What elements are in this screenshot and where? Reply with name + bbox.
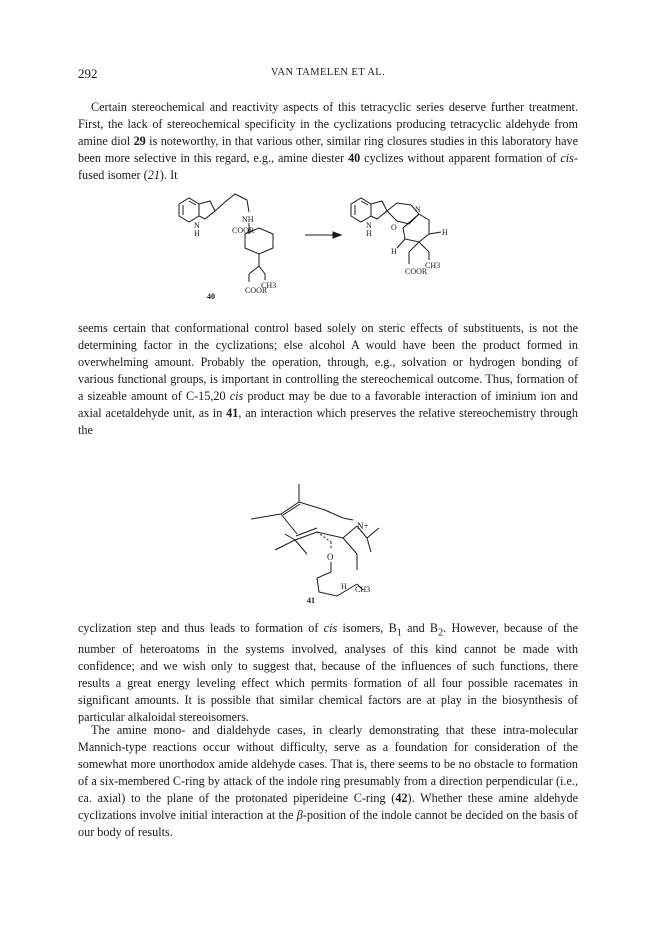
italic-cis: cis: [323, 621, 338, 635]
running-head: VAN TAMELEN ET AL.: [270, 67, 386, 78]
label-h-right: H: [442, 228, 448, 237]
label-o: O: [327, 552, 334, 562]
benzene-ring-right: [351, 198, 371, 222]
label-ch3: CH3: [355, 585, 371, 594]
italic-beta: β: [296, 808, 303, 822]
label-ch3-left: CH3: [261, 281, 277, 290]
label-n-ring-right: N: [415, 205, 421, 214]
paragraph-3-text-c: and B: [401, 621, 439, 635]
subscript-1: 1: [396, 627, 402, 639]
paragraph-1-text-c: cyclizes without apparent formation of: [360, 151, 561, 165]
label-h-indole-right: H: [366, 229, 372, 238]
paragraph-3-text-b: isomers, B: [337, 621, 397, 635]
paragraph-4-text-c: -position of the indole cannot be decided on the basis of our body of results.: [78, 808, 578, 839]
compound-ref-41: 41: [226, 406, 239, 420]
paragraph-3-text-a: cyclization step and thus leads to formation of: [78, 621, 324, 635]
reaction-arrow-head: [333, 232, 341, 238]
label-coor-bottom-left: COOR: [245, 286, 268, 295]
figure-compound-41: [245, 480, 405, 605]
paragraph-3: [78, 620, 578, 726]
page-number: 292: [78, 66, 98, 81]
paragraph-1-text-b: is noteworthy, in that various other, similar ring closures studies in this laboratory have been more selective in this regard, e.g., amine diester: [78, 134, 579, 165]
compound-label-40: 40: [207, 292, 215, 301]
paragraph-1: [78, 99, 578, 184]
label-h: H: [341, 582, 347, 591]
paragraph-1-text-e: ). It: [159, 168, 178, 182]
label-h-left: H: [391, 247, 397, 256]
compound-ref-42: 42: [395, 791, 408, 805]
label-coor-right: COOR: [405, 267, 428, 276]
label-coor-top: COOR: [232, 226, 255, 235]
pyrrole-ring-right: [371, 201, 387, 219]
label-n-indole-right: N: [366, 221, 372, 230]
label-ch3-right: CH3: [425, 261, 441, 270]
citation-21: 21: [147, 168, 160, 182]
compound-label-41: 41: [307, 596, 315, 605]
paragraph-1-text-a: Certain stereochemical and reactivity aspects of this tetracyclic series deserve further treatment. First, the lack of stereochemical specificity in the cyclizations producing tetracyclic aldehyde from amine diol: [78, 100, 578, 148]
compound-ref-29: 29: [133, 134, 146, 148]
compound-ref-40: 40: [348, 151, 361, 165]
ring-d-right: [403, 214, 429, 242]
paragraph-2-text-c: , an interaction which preserves the relative stereochemistry through the: [78, 406, 578, 437]
label-o-right: O: [391, 223, 397, 232]
pyrrole-ring-left: [199, 201, 215, 219]
paragraph-4-text-a: The amine mono- and dialdehyde cases, in clearly demonstrating that these intra-molecular Mannich-type reactions occur without difficulty, serve as a foundation for consideration of the somewhat more unorthodox amide aldehyde cases. That is, there seems to be no obstacle to formation of a six-membered C-ring by attack of the indole ring presumably from a direction perpendicular (i.e., ca. axial) to the plane of the protonated piperideine C-ring (: [78, 723, 578, 805]
label-nh: NH: [242, 215, 254, 224]
italic-cis: cis: [229, 389, 244, 403]
benzene-ring-left: [179, 198, 199, 222]
paragraph-2-text-a: seems certain that conformational control based solely on steric effects of substituents, is not the determining factor in the cyclizations; else alcohol A would have been the product formed in overwhelming amount. Probably the operation, through, e.g., solvation or hydrogen bonding of various functional groups, is important in controlling the stereochemical outcome. Thus, formation of a sizeable amount of C-15,20: [78, 321, 578, 403]
paragraph-2: [78, 320, 578, 439]
figure-compound-40-reaction: [165, 190, 485, 300]
paragraph-3-text-d: . However, because of the number of heteroatoms in the systems involved, analyses of this kind cannot be made with confidence; and we wish only to suggest that, because of the influences of such functions, there results a great energy leveling effect which permits formation of all four possible racemates in significant amounts. It is possible that similar chemical factors are at play in the biosynthesis of particular alkaloidal stereoisomers.: [78, 621, 578, 725]
label-h-indole-left: H: [194, 229, 200, 238]
page-header: [78, 66, 578, 84]
paragraph-2-text-b: product may be due to a favorable interaction of iminium ion and axial acetaldehyde unit, as in: [78, 389, 578, 420]
label-n-indole-left: N: [194, 221, 200, 230]
italic-cis: cis: [560, 151, 574, 165]
paragraph-1-text-d: -fused isomer (: [78, 151, 578, 182]
paragraph-4: [78, 722, 578, 841]
label-n-plus: N+: [357, 521, 369, 531]
subscript-2: 2: [438, 627, 444, 639]
paragraph-4-text-b: ). Whether these amine aldehyde cyclizations involve initial interaction at the: [78, 791, 578, 822]
